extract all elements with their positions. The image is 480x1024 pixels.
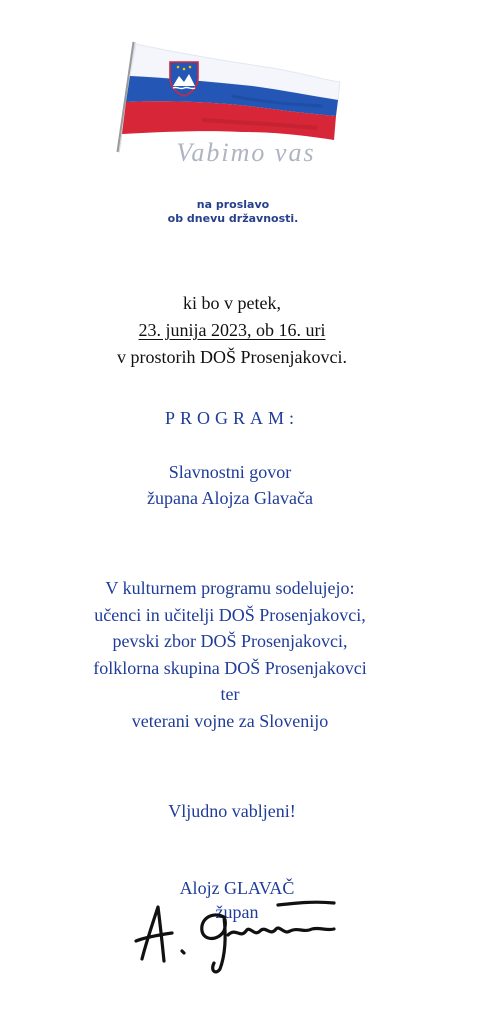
subtitle-line-2: ob dnevu državnosti. bbox=[167, 212, 299, 225]
event-day-line: ki bo v petek, bbox=[183, 293, 281, 313]
program-speech bbox=[0, 459, 470, 511]
culture-line: V kulturnem programu sodelujejo: bbox=[105, 578, 355, 598]
culture-line: veterani vojne za Slovenijo bbox=[131, 710, 329, 731]
invitation-script-title: Vabimo vas bbox=[176, 138, 316, 167]
culture-line: učenci in učitelji DOŠ Prosenjakovci, bbox=[94, 604, 366, 625]
invitation-subtitle bbox=[0, 198, 473, 226]
program-culture bbox=[0, 575, 470, 734]
culture-line: ter bbox=[220, 684, 240, 704]
signer-name: Alojz GLAVAČ bbox=[179, 878, 295, 898]
closing-regards: Vljudno vabljeni! bbox=[168, 801, 296, 821]
program-heading: PROGRAM: bbox=[164, 408, 300, 428]
handwritten-signature bbox=[128, 895, 342, 975]
speech-line-1: Slavnostni govor bbox=[168, 462, 292, 482]
speech-line-2: župana Alojza Glavača bbox=[147, 488, 313, 508]
event-details bbox=[0, 290, 472, 371]
subtitle-line-1: na proslavo bbox=[196, 198, 270, 211]
culture-line: folklorna skupina DOŠ Prosenjakovci bbox=[93, 657, 367, 678]
event-date-line: 23. junija 2023, ob 16. uri bbox=[138, 320, 326, 340]
event-location-line: v prostorih DOŠ Prosenjakovci. bbox=[117, 347, 347, 367]
signer-title: župan bbox=[215, 902, 259, 922]
culture-line: pevski zbor DOŠ Prosenjakovci, bbox=[112, 631, 348, 651]
